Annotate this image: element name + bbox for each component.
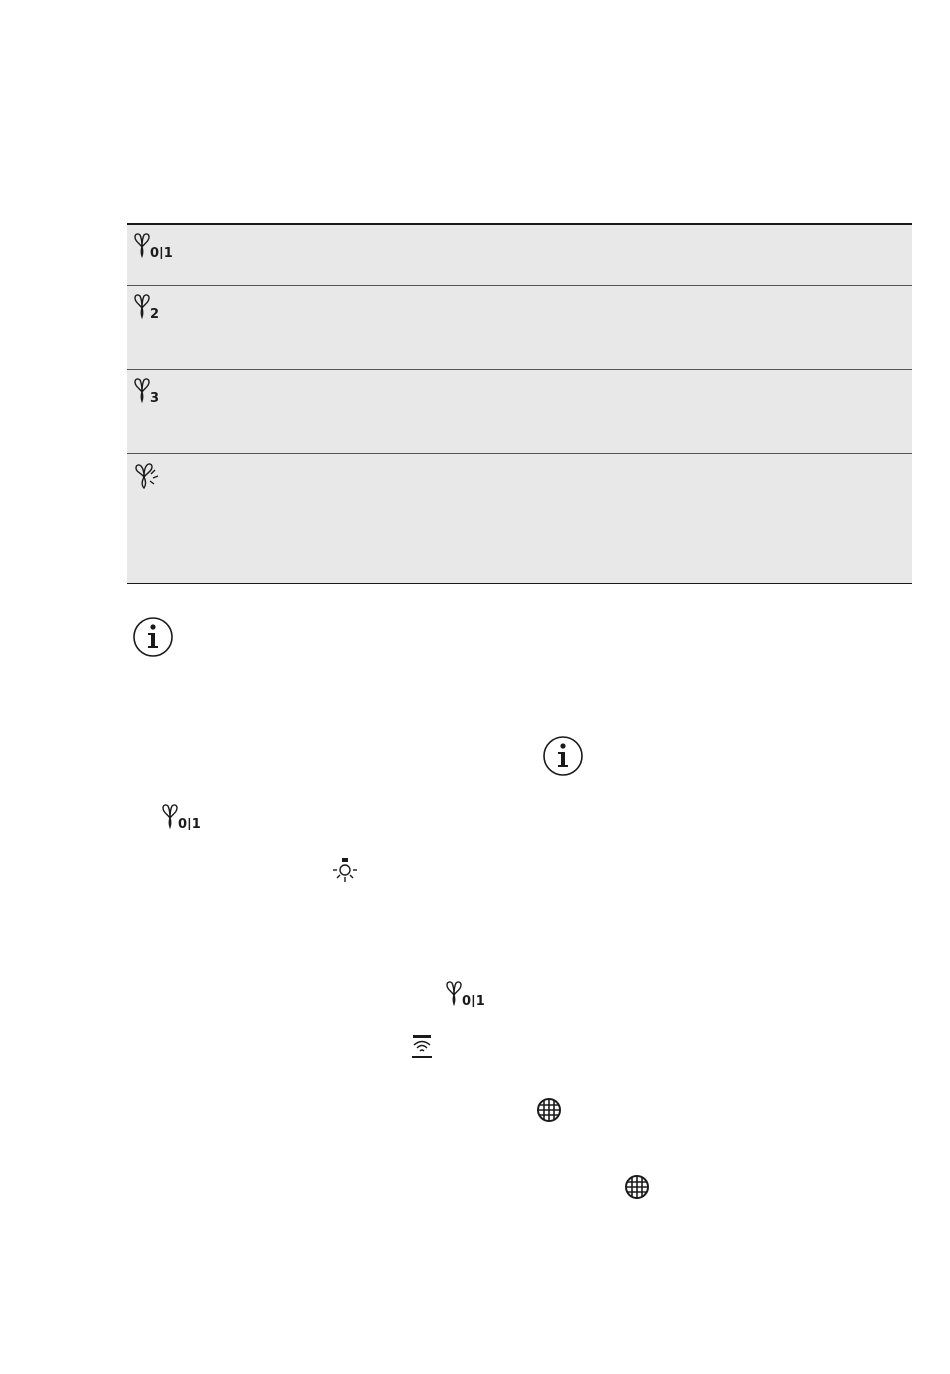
fan-boost-icon — [133, 462, 163, 495]
symbol-label: 0|1 — [150, 246, 173, 259]
grease-filter-icon — [624, 1174, 650, 1200]
fan-speed-3-icon — [133, 378, 177, 409]
fan-speed-2-icon — [133, 294, 177, 325]
info-icon — [542, 735, 584, 777]
fan-speed-table — [127, 223, 912, 584]
hob2hood-wireless-icon — [409, 1033, 435, 1061]
table-row — [127, 454, 912, 583]
table-row — [127, 370, 912, 454]
symbol-label: 3 — [150, 391, 160, 404]
symbol-label: 0|1 — [178, 817, 201, 830]
light-icon — [331, 857, 359, 885]
table-row — [127, 225, 912, 286]
symbol-label: 2 — [150, 307, 160, 320]
table-row — [127, 286, 912, 370]
symbol-label: 0|1 — [462, 994, 485, 1007]
fan-speed-0-1-icon — [161, 804, 205, 830]
fan-speed-0-1-icon — [445, 981, 489, 1007]
fan-speed-0-1-icon — [133, 233, 177, 264]
grease-filter-icon — [536, 1097, 562, 1123]
info-icon — [132, 616, 174, 658]
